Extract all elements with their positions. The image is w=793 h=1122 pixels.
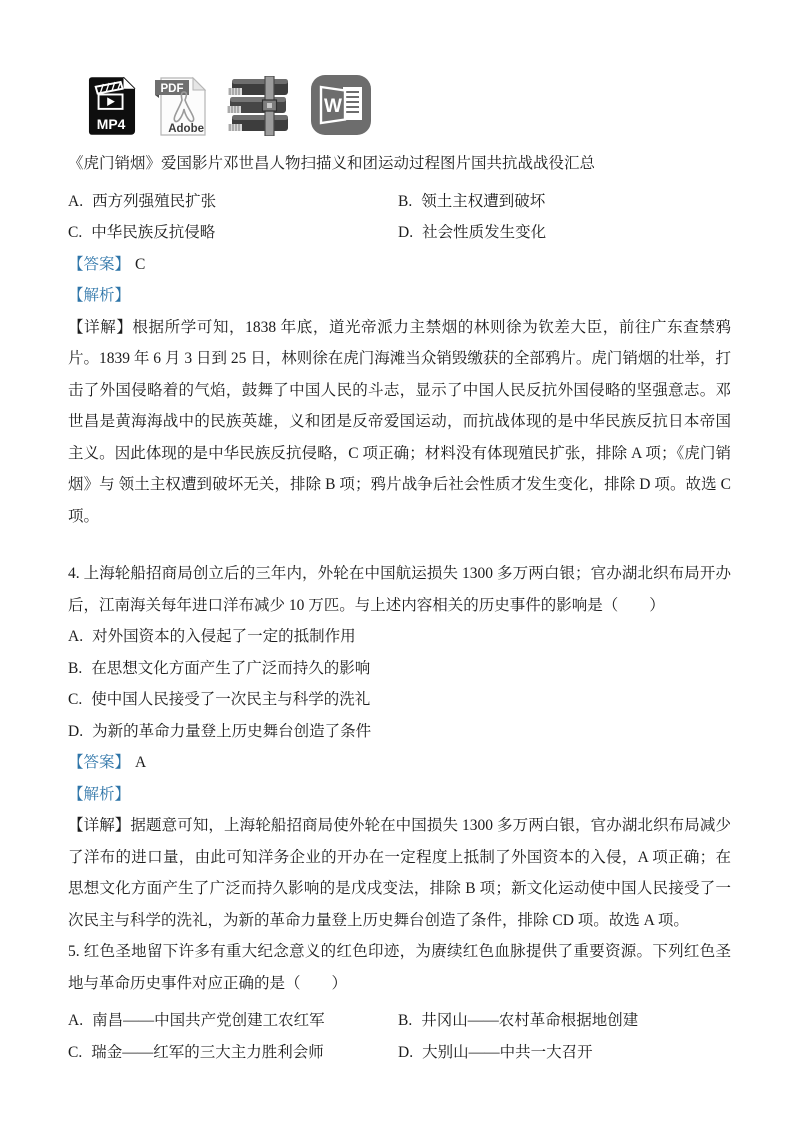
q3-detail-label: 【详解】 [68,318,133,336]
q3-option-a: A. 西方列强殖民扩张 [68,192,217,210]
q5-option-b: B. 井冈山——农村革命根据地创建 [398,1012,639,1029]
q4-detail-label: 【详解】 [68,817,131,834]
q4-answer-label: 【答案】 [68,754,131,771]
q3-answer-value: C [135,255,146,273]
q4-analysis-label: 【解析】 [68,785,131,803]
q3-options [68,186,731,249]
q3-detail-text: 根据所学可知，1838 年底，道光帝派力主禁烟的林则徐为钦差大臣，前往广东查禁鸦片。1839 年 6 月 3 日到 25 日，林则徐在虎门海滩当众销毁缴获的全部鸦片。虎门销烟的壮举，打击了外国侵略着的气焰，鼓舞了中国人民的斗志，显示了中国人民反抗外国侵略的坚强意志。邓世昌是黄海海战中的民族英雄，义和团是反帝爱国运动，而抗战体现的是中华民族反抗日本帝国主义。因此体现的是中华民族反抗侵略，C 项正确；材料没有体现殖民扩张，排除 A 项；《虎门销烟》与 领土主权遭到破坏无关，排除 B 项；鸦片战争后社会性质才发生变化，排除 D 项。故选 C 项。 [68,318,731,525]
word-file-icon [310,74,372,136]
q3-option-b: B. 领土主权遭到破坏 [398,192,546,210]
q4-answer-line [68,747,731,779]
word-icon-letter: W [324,96,342,117]
q5-stem: 5. 红色圣地留下许多有重大纪念意义的红色印迹，为赓续红色血脉提供了重要资源。下列红色圣地与革命历史事件对应正确的是（ ） [68,943,731,992]
mp4-file-icon [88,76,136,136]
attachment-icons-row [88,72,731,136]
q4-option-d: D. 为新的革命力量登上历史舞台创造了条件 [68,722,372,740]
q5-option-c: C. 瑞金——红军的三大主力胜利会师 [68,1043,324,1061]
mp4-icon-label: MP4 [96,116,126,133]
rar-archive-icon [226,76,294,136]
q3-detail [68,312,731,533]
q4-options [68,621,731,747]
q4-stem: 4. 上海轮船招商局创立后的三年内，外轮在中国航运损失 1300 多万两白银；官办湖北织布局开办后，江南海关每年进口洋布减少 10 万匹。与上述内容相关的历史事件的影响是（ ） [68,565,731,614]
q5-option-a: A. 南昌——中国共产党创建工农红军 [68,1012,325,1029]
q4-analysis-line [68,779,731,811]
pdf-icon-brand: Adobe [168,123,204,135]
q4-answer-value: A [135,754,147,771]
q3-analysis-label: 【解析】 [68,287,131,304]
q4-option-a: A. 对外国资本的入侵起了一定的抵制作用 [68,628,356,645]
q3-analysis-line [68,280,731,312]
q4-option-c: C. 使中国人民接受了一次民主与科学的洗礼 [68,691,371,708]
q3-answer-label: 【答案】 [68,255,131,273]
q3-answer-line [68,249,731,281]
q5-options [68,1005,731,1068]
q3-stem: 《虎门销烟》爱国影片邓世昌人物扫描义和团运动过程图片国共抗战战役汇总 [68,155,596,172]
q5-option-d: D. 大别山——中共一大召开 [398,1043,593,1061]
q4-option-b: B. 在思想文化方面产生了广泛而持久的影响 [68,659,371,677]
q3-option-c: C. 中华民族反抗侵略 [68,224,216,241]
q4-detail [68,810,731,936]
pdf-file-icon [152,74,210,136]
q3-option-d: D. 社会性质发生变化 [398,224,547,241]
pdf-icon-banner: PDF [160,83,184,95]
q4-detail-text: 据题意可知，上海轮船招商局使外轮在中国损失 1300 多万两白银，官办湖北织布局减少了洋布的进口量，由此可知洋务企业的开办在一定程度上抵制了外国资本的入侵，A 项正确；在思想文化方面产生了广泛而持久影响的是戊戌变法，排除 B 项；新文化运动使中国人民接受了一次民主与科学的洗礼，为新的革命力量登上历史舞台创造了条件，排除 CD 项。故选 A 项。 [68,817,731,929]
